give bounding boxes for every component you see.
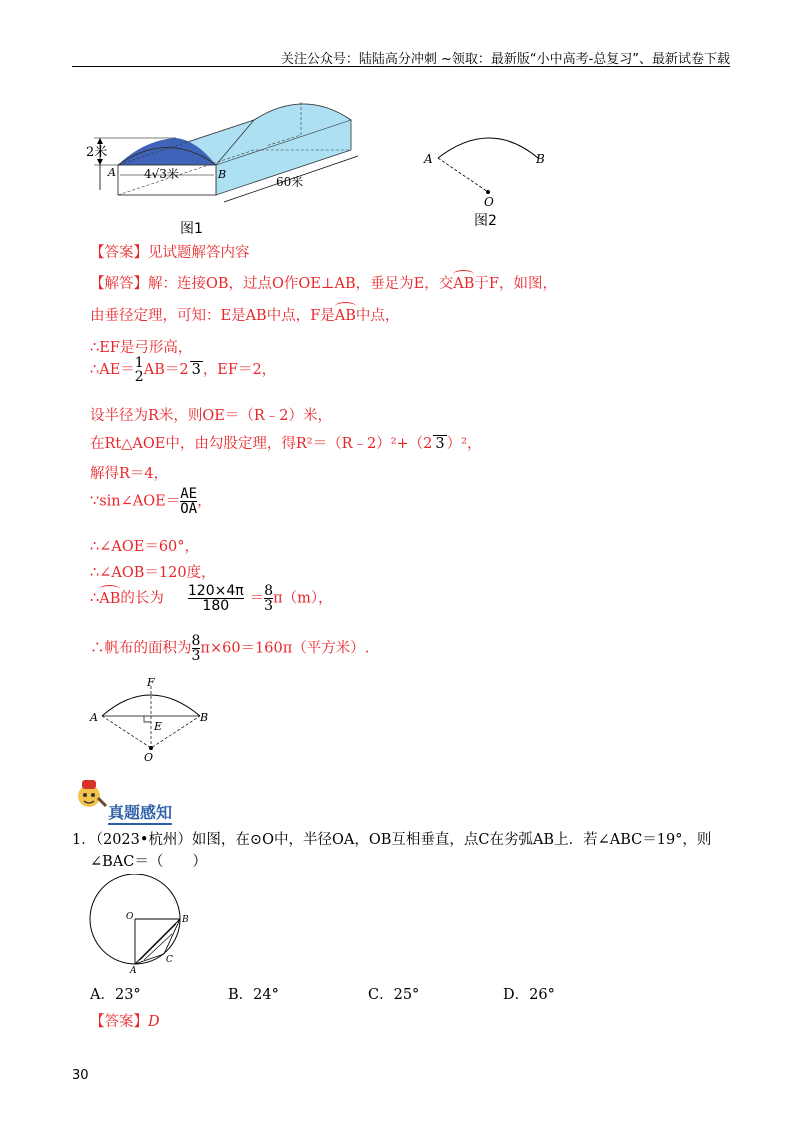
- sqrt: 3: [191, 362, 201, 378]
- page-number: 30: [72, 1068, 89, 1083]
- question-line-1: 1．（2023•杭州）如图，在⊙O中，半径OA，OB互相垂直，点C在劣弧AB上．若∠ABC＝19°，则: [72, 832, 712, 848]
- fig1-label-a: A: [108, 166, 116, 179]
- fig1-label-b: B: [218, 168, 227, 181]
- qfig-label-a: A: [130, 966, 137, 974]
- solution-line-7: 解得R＝4，: [90, 466, 169, 482]
- option-a[interactable]: A．23°: [90, 987, 141, 1003]
- answer-tag: 【答案】: [90, 1014, 148, 1030]
- denominator: 3: [264, 598, 274, 614]
- solution-text: π×60＝160π（平方米）.: [200, 640, 370, 657]
- denominator: OA: [180, 501, 198, 517]
- figure-2: [420, 126, 550, 206]
- solution-text: ＝: [249, 590, 265, 607]
- solution-line-4: [90, 356, 276, 384]
- option-d[interactable]: D．26°: [503, 987, 555, 1003]
- fraction: [135, 356, 144, 384]
- fig1-width-label: 4√3米: [144, 167, 179, 181]
- qfig-label-b: B: [182, 915, 189, 925]
- qfig-label-o: O: [126, 912, 134, 922]
- answer-line: 【答案】见试题解答内容: [90, 245, 250, 261]
- fig3-label-f: F: [147, 676, 155, 689]
- solution-line-5: 设半径为R米，则OE＝（R﹣2）米，: [90, 408, 333, 424]
- solution-text: 于F，如图，: [474, 276, 557, 292]
- solution-text: ，EF＝2，: [202, 362, 277, 378]
- fig1-length-label: 60米: [276, 175, 304, 189]
- solution-text: π（m），: [273, 590, 333, 607]
- solution-text: ，: [197, 493, 212, 510]
- fig3-label-a: A: [90, 711, 98, 724]
- section-title: 真题感知: [108, 800, 172, 825]
- fraction: [264, 584, 273, 613]
- solution-tag: 【解答】: [90, 276, 148, 292]
- figure-1: [86, 90, 376, 215]
- question-answer: [90, 1010, 160, 1031]
- solution-text: ）²，: [446, 436, 482, 452]
- pencil-mascot-icon: [72, 776, 108, 812]
- fig1-height-label: 2米: [86, 145, 108, 160]
- qfig-label-c: C: [166, 955, 173, 965]
- figure-1-caption: 图1: [180, 221, 203, 237]
- solution-text: ∴帆布的面积为: [90, 640, 192, 657]
- solution-text: ∵sin∠AOE＝: [90, 493, 181, 510]
- arc-ab: AB: [453, 276, 475, 292]
- answer-value: D: [148, 1014, 160, 1030]
- solution-line-9: ∴∠AOE＝60°，: [90, 539, 200, 555]
- arc-ab: AB: [99, 590, 121, 607]
- solution-line-6: [90, 432, 481, 453]
- solution-line-2: [90, 304, 399, 325]
- solution-line-1: [90, 272, 557, 293]
- header-rule: [72, 66, 730, 67]
- denominator: 180: [188, 598, 244, 613]
- fraction: [180, 487, 197, 516]
- solution-line-8: [90, 487, 212, 516]
- question-line-2: ∠BAC＝（ ）: [90, 854, 207, 870]
- solution-text: 由垂径定理，可知：E是AB中点，F是: [90, 308, 335, 324]
- fig2-label-o: O: [484, 195, 494, 206]
- fig2-label-b: B: [536, 152, 545, 166]
- solution-line-10: ∴∠AOB＝120度，: [90, 565, 216, 581]
- numerator: 8: [191, 633, 201, 649]
- solution-text: 中点，: [355, 308, 400, 324]
- question-figure: [88, 874, 198, 974]
- solution-text: 解：连接OB，过点O作OE⊥AB，垂足为E，交: [148, 276, 454, 292]
- sqrt: 3: [435, 436, 445, 452]
- solution-line-12: [90, 634, 369, 663]
- solution-text: 的长为: [120, 590, 164, 607]
- fraction: [188, 584, 244, 613]
- fig3-label-o: O: [144, 751, 154, 764]
- solution-line-11: [90, 584, 333, 613]
- option-b[interactable]: B．24°: [228, 987, 279, 1003]
- arc-ab: AB: [334, 308, 356, 324]
- fig3-label-e: E: [154, 720, 163, 733]
- solution-line-3: ∴EF是弓形高，: [90, 340, 193, 356]
- numerator: 1: [134, 355, 144, 371]
- solution-text: ∴AE＝: [90, 362, 135, 378]
- solution-text: AB＝2: [143, 362, 189, 378]
- denominator: 3: [191, 648, 201, 664]
- figure-2-caption: 图2: [474, 213, 497, 229]
- figure-3: [88, 676, 218, 764]
- numerator: AE: [180, 486, 198, 502]
- numerator: 120×4π: [187, 583, 244, 599]
- solution-text: 在Rt△AOE中，由勾股定理，得R²＝（R﹣2）²+（2: [90, 436, 433, 452]
- solution-text: ∴: [90, 590, 100, 607]
- denominator: 2: [134, 369, 144, 385]
- page-header: 关注公众号：陆陆高分冲刺 ~领取：最新版“小中高考-总复习”、最新试卷下载: [280, 52, 730, 67]
- fig3-label-b: B: [200, 711, 209, 724]
- numerator: 8: [264, 583, 274, 599]
- fig2-label-a: A: [424, 152, 433, 166]
- option-c[interactable]: C．25°: [368, 987, 420, 1003]
